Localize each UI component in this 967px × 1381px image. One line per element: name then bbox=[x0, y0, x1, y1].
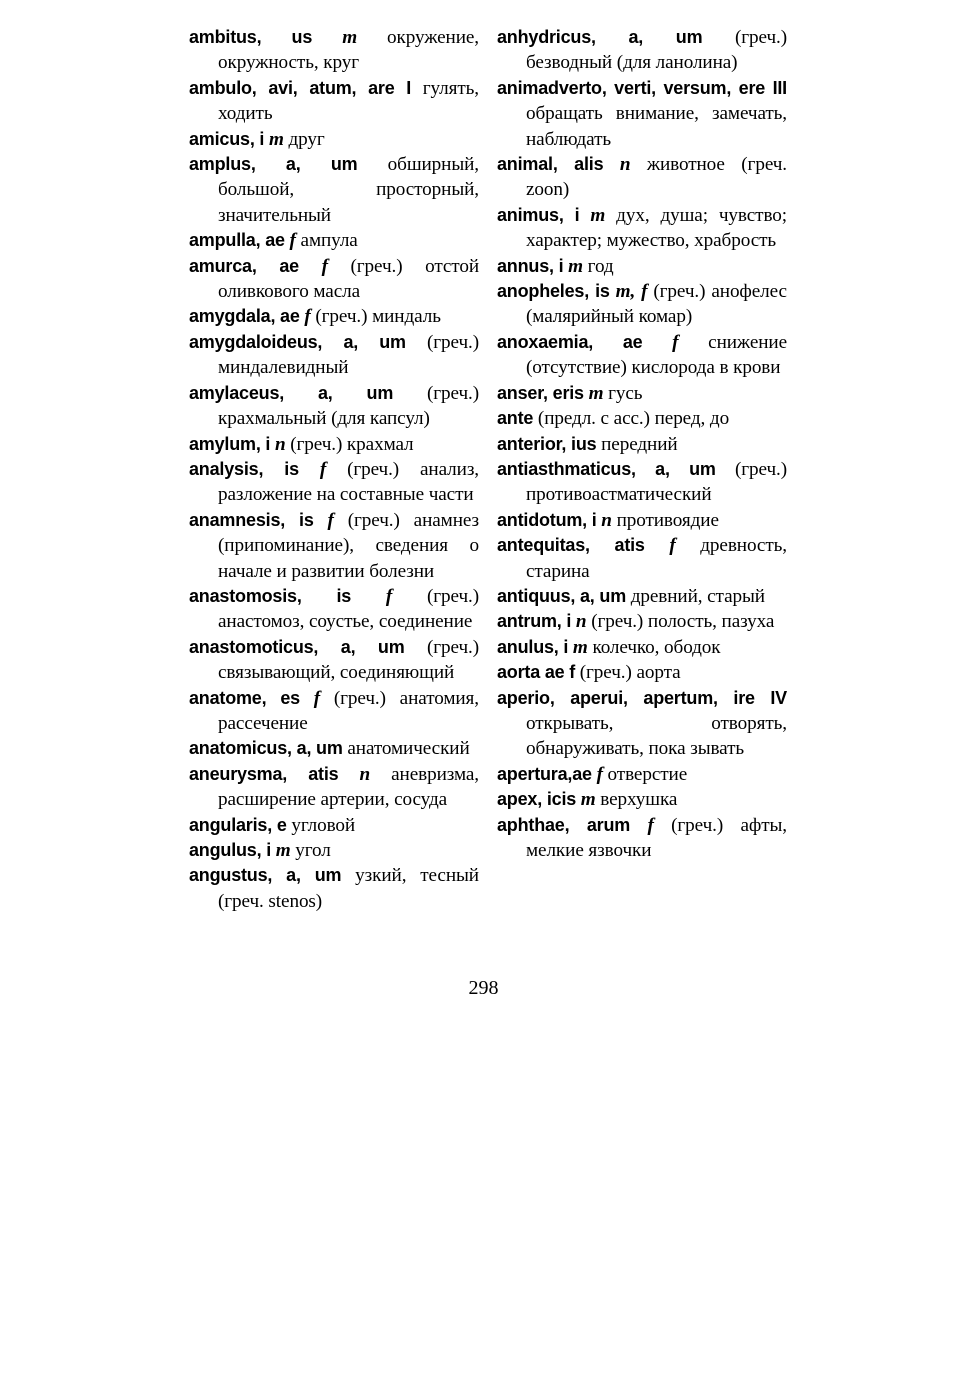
entry-headword: angustus, a, um bbox=[189, 865, 342, 886]
entry-gender: f bbox=[304, 306, 311, 328]
entry-definition: древность, старина bbox=[526, 535, 787, 582]
entry-headword: anatomicus, a, um bbox=[189, 738, 343, 759]
dictionary-entry bbox=[189, 25, 479, 76]
entry-headword: apex, icis bbox=[497, 789, 577, 810]
entry-headword: anatome, es bbox=[189, 687, 300, 708]
entry-definition: обращать внимание, замечать, наблюдать bbox=[526, 103, 787, 150]
entry-definition: (греч.) миндаль bbox=[310, 306, 441, 328]
entry-headword: animus, i bbox=[497, 204, 580, 225]
entry-gender: m bbox=[275, 840, 291, 861]
entry-definition: противоядие bbox=[611, 509, 719, 531]
entry-gender: m bbox=[268, 128, 284, 150]
entry-definition: (греч.) афты, мелкие язвочки bbox=[526, 814, 787, 861]
entry-definition: открывать, отворять, обнаруживать, пока зывать bbox=[526, 712, 787, 760]
entry-gender: m bbox=[580, 789, 596, 811]
entry-definition: анатомический bbox=[342, 738, 470, 760]
entry-gender: f bbox=[319, 458, 327, 480]
entry-gender: f bbox=[327, 509, 334, 531]
entry-definition: гулять, ходить bbox=[218, 77, 479, 125]
dictionary-entry bbox=[497, 635, 787, 660]
entry-definition: снижение (отсутствие) кислорода в крови bbox=[526, 331, 787, 379]
dictionary-entry bbox=[497, 76, 787, 152]
dictionary-entry bbox=[497, 762, 787, 787]
entry-headword: anopheles, is bbox=[497, 281, 610, 302]
entry-headword: antidotum, i bbox=[497, 509, 597, 530]
dictionary-entry bbox=[497, 508, 787, 533]
entry-headword: angulus, i bbox=[189, 840, 272, 860]
entry-headword: animadverto, verti, versum, ere III bbox=[497, 77, 787, 98]
entry-definition: ампула bbox=[295, 230, 358, 252]
dictionary-entry bbox=[497, 25, 787, 76]
entry-headword: aneurysma, atis bbox=[189, 763, 339, 784]
entry-definition: (греч.) анофелес (малярийный комар) bbox=[526, 281, 787, 328]
dictionary-entry bbox=[189, 838, 479, 863]
dictionary-entry bbox=[189, 813, 479, 838]
page-number: 298 bbox=[468, 977, 499, 999]
entry-definition: отверстие bbox=[602, 763, 688, 785]
dictionary-entry bbox=[497, 381, 787, 406]
entry-headword: anoxaemia, ae bbox=[497, 331, 643, 352]
entry-definition: (греч.) противоастматический bbox=[526, 458, 787, 506]
entry-definition: аневризма, расширение артерии, сосуда bbox=[218, 763, 479, 811]
entry-gender: n bbox=[619, 154, 631, 176]
entry-definition: (греч.) анатомия, рассечение bbox=[218, 687, 479, 734]
entry-headword: aperio, aperui, apertum, ire IV bbox=[497, 687, 787, 708]
entry-definition: животное (греч. zoon) bbox=[526, 154, 787, 201]
entry-gender: m bbox=[588, 382, 604, 404]
dictionary-entry bbox=[189, 508, 479, 584]
dictionary-entry bbox=[189, 457, 479, 508]
dictionary-entry bbox=[497, 686, 787, 762]
dictionary-entry bbox=[497, 330, 787, 381]
entry-definition: обширный, большой, просторный, значительный bbox=[218, 154, 479, 226]
entry-definition: (греч.) безводный (для ланолина) bbox=[526, 27, 787, 74]
entry-gender: n bbox=[575, 611, 587, 633]
entry-definition: верхушка bbox=[595, 789, 678, 811]
dictionary-entry bbox=[189, 254, 479, 305]
entry-headword: amicus, i bbox=[189, 128, 265, 149]
entry-definition: дух, душа; чувство; характер; мужество, храбрость bbox=[526, 204, 787, 252]
entry-headword: annus, i bbox=[497, 255, 564, 276]
entry-gender: f bbox=[385, 585, 393, 607]
entry-definition: (греч.) отстой оливкового масла bbox=[218, 255, 480, 303]
entry-definition: друг bbox=[283, 128, 325, 150]
entry-headword: ampulla, ae bbox=[189, 230, 285, 251]
entry-headword: animal, alis bbox=[497, 154, 604, 175]
entry-headword: anastomosis, is bbox=[189, 585, 352, 606]
dictionary-entry bbox=[189, 381, 479, 432]
dictionary-entry bbox=[497, 584, 787, 609]
dictionary-entry bbox=[189, 736, 479, 761]
entry-gender: f bbox=[672, 331, 679, 353]
entry-gender: f bbox=[647, 814, 654, 836]
dictionary-entry bbox=[189, 635, 479, 686]
entry-definition: (предл. с acc.) перед, до bbox=[533, 408, 730, 430]
dictionary-entry bbox=[497, 787, 787, 812]
dictionary-entry bbox=[189, 762, 479, 813]
entry-gender: f bbox=[313, 687, 321, 709]
entry-definition: (греч.) полость, пазуха bbox=[586, 611, 775, 633]
dictionary-entry bbox=[497, 203, 787, 254]
entry-gender: n bbox=[274, 433, 286, 455]
entry-headword: ambulo, avi, atum, are I bbox=[189, 77, 412, 98]
entry-headword: amylum, i bbox=[189, 433, 271, 454]
entry-definition: (греч.) аорта bbox=[575, 662, 681, 684]
entry-definition: окружение, окружность, круг bbox=[218, 27, 480, 74]
entry-headword: aphthae, arum bbox=[497, 814, 631, 835]
right-column bbox=[497, 25, 787, 863]
dictionary-entry bbox=[189, 76, 479, 127]
entry-gender: f bbox=[321, 255, 328, 277]
entry-headword: aorta ae f bbox=[497, 662, 576, 683]
entry-headword: anamnesis, is bbox=[189, 509, 314, 530]
dictionary-entry bbox=[497, 279, 787, 330]
entry-gender: m bbox=[572, 636, 588, 658]
entry-definition: (греч.) связывающий, соединяющий bbox=[218, 636, 479, 684]
dictionary-entry bbox=[189, 228, 479, 253]
entry-definition: (греч.) крахмальный (для капсул) bbox=[218, 382, 479, 430]
dictionary-entry bbox=[497, 609, 787, 634]
dictionary-entry bbox=[497, 152, 787, 203]
entry-definition: (греч.) анамнез (припоминание), сведения о начале и развитии болезни bbox=[218, 509, 479, 582]
entry-headword: amplus, a, um bbox=[189, 154, 358, 175]
dictionary-entry bbox=[189, 127, 479, 152]
entry-gender: m, f bbox=[615, 281, 648, 303]
dictionary-entry bbox=[497, 432, 787, 457]
entry-headword: analysis, is bbox=[189, 458, 299, 479]
entry-gender: m bbox=[342, 27, 358, 48]
dictionary-entry bbox=[497, 254, 787, 279]
entry-gender: n bbox=[359, 763, 371, 785]
entry-definition: (греч.) миндалевидный bbox=[218, 331, 479, 379]
entry-gender: m bbox=[590, 204, 606, 226]
entry-definition: древний, старый bbox=[626, 585, 765, 607]
entry-gender: m bbox=[568, 255, 583, 277]
entry-headword: ante bbox=[497, 408, 534, 429]
entry-definition: колечко, ободок bbox=[587, 636, 721, 658]
dictionary-entry bbox=[189, 304, 479, 329]
entry-definition: (греч.) анастомоз, соустье, соединение bbox=[218, 585, 479, 633]
entry-definition: (греч.) крахмал bbox=[285, 433, 414, 455]
entry-headword: angularis, e bbox=[189, 814, 287, 835]
dictionary-entry bbox=[189, 584, 479, 635]
entry-headword: amygdaloideus, a, um bbox=[189, 331, 406, 352]
entry-headword: antrum, i bbox=[497, 611, 572, 632]
entry-headword: apertura,ae bbox=[497, 763, 592, 784]
entry-headword: amylaceus, a, um bbox=[189, 382, 394, 403]
dictionary-entry bbox=[189, 432, 479, 457]
entry-definition: узкий, тесный (греч. stenos) bbox=[218, 865, 479, 912]
entry-definition: угловой bbox=[286, 814, 356, 836]
dictionary-entry bbox=[497, 813, 787, 864]
entry-headword: ambitus, us bbox=[189, 27, 313, 47]
entry-definition: гусь bbox=[603, 382, 643, 404]
entry-definition: угол bbox=[290, 840, 331, 861]
entry-gender: f bbox=[289, 230, 296, 252]
entry-headword: anterior, ius bbox=[497, 433, 597, 454]
entry-headword: anastomoticus, a, um bbox=[189, 636, 405, 657]
dictionary-entry bbox=[497, 457, 787, 508]
dictionary-entry bbox=[497, 406, 787, 431]
entry-headword: antequitas, atis bbox=[497, 535, 645, 556]
entry-headword: antiquus, a, um bbox=[497, 585, 627, 606]
dictionary-entry bbox=[497, 533, 787, 584]
entry-definition: год bbox=[582, 255, 614, 277]
dictionary-entry bbox=[497, 660, 787, 685]
entry-gender: n bbox=[601, 509, 612, 531]
dictionary-entry bbox=[189, 686, 479, 737]
dictionary-entry bbox=[189, 152, 479, 228]
entry-headword: anser, eris bbox=[497, 382, 584, 403]
entry-headword: amurca, ae bbox=[189, 255, 299, 276]
entry-definition: передний bbox=[596, 433, 678, 455]
entry-gender: f bbox=[669, 535, 676, 557]
entry-headword: antiasthmaticus, a, um bbox=[497, 458, 716, 479]
entry-headword: amygdala, ae bbox=[189, 306, 300, 327]
dictionary-entry bbox=[189, 330, 479, 381]
entry-headword: anhydricus, a, um bbox=[497, 27, 703, 47]
dictionary-entry bbox=[189, 863, 479, 914]
entry-gender: f bbox=[596, 763, 603, 785]
entry-headword: anulus, i bbox=[497, 636, 569, 657]
left-column bbox=[189, 25, 479, 914]
entry-definition: (греч.) анализ, разложение на составные части bbox=[218, 458, 480, 506]
